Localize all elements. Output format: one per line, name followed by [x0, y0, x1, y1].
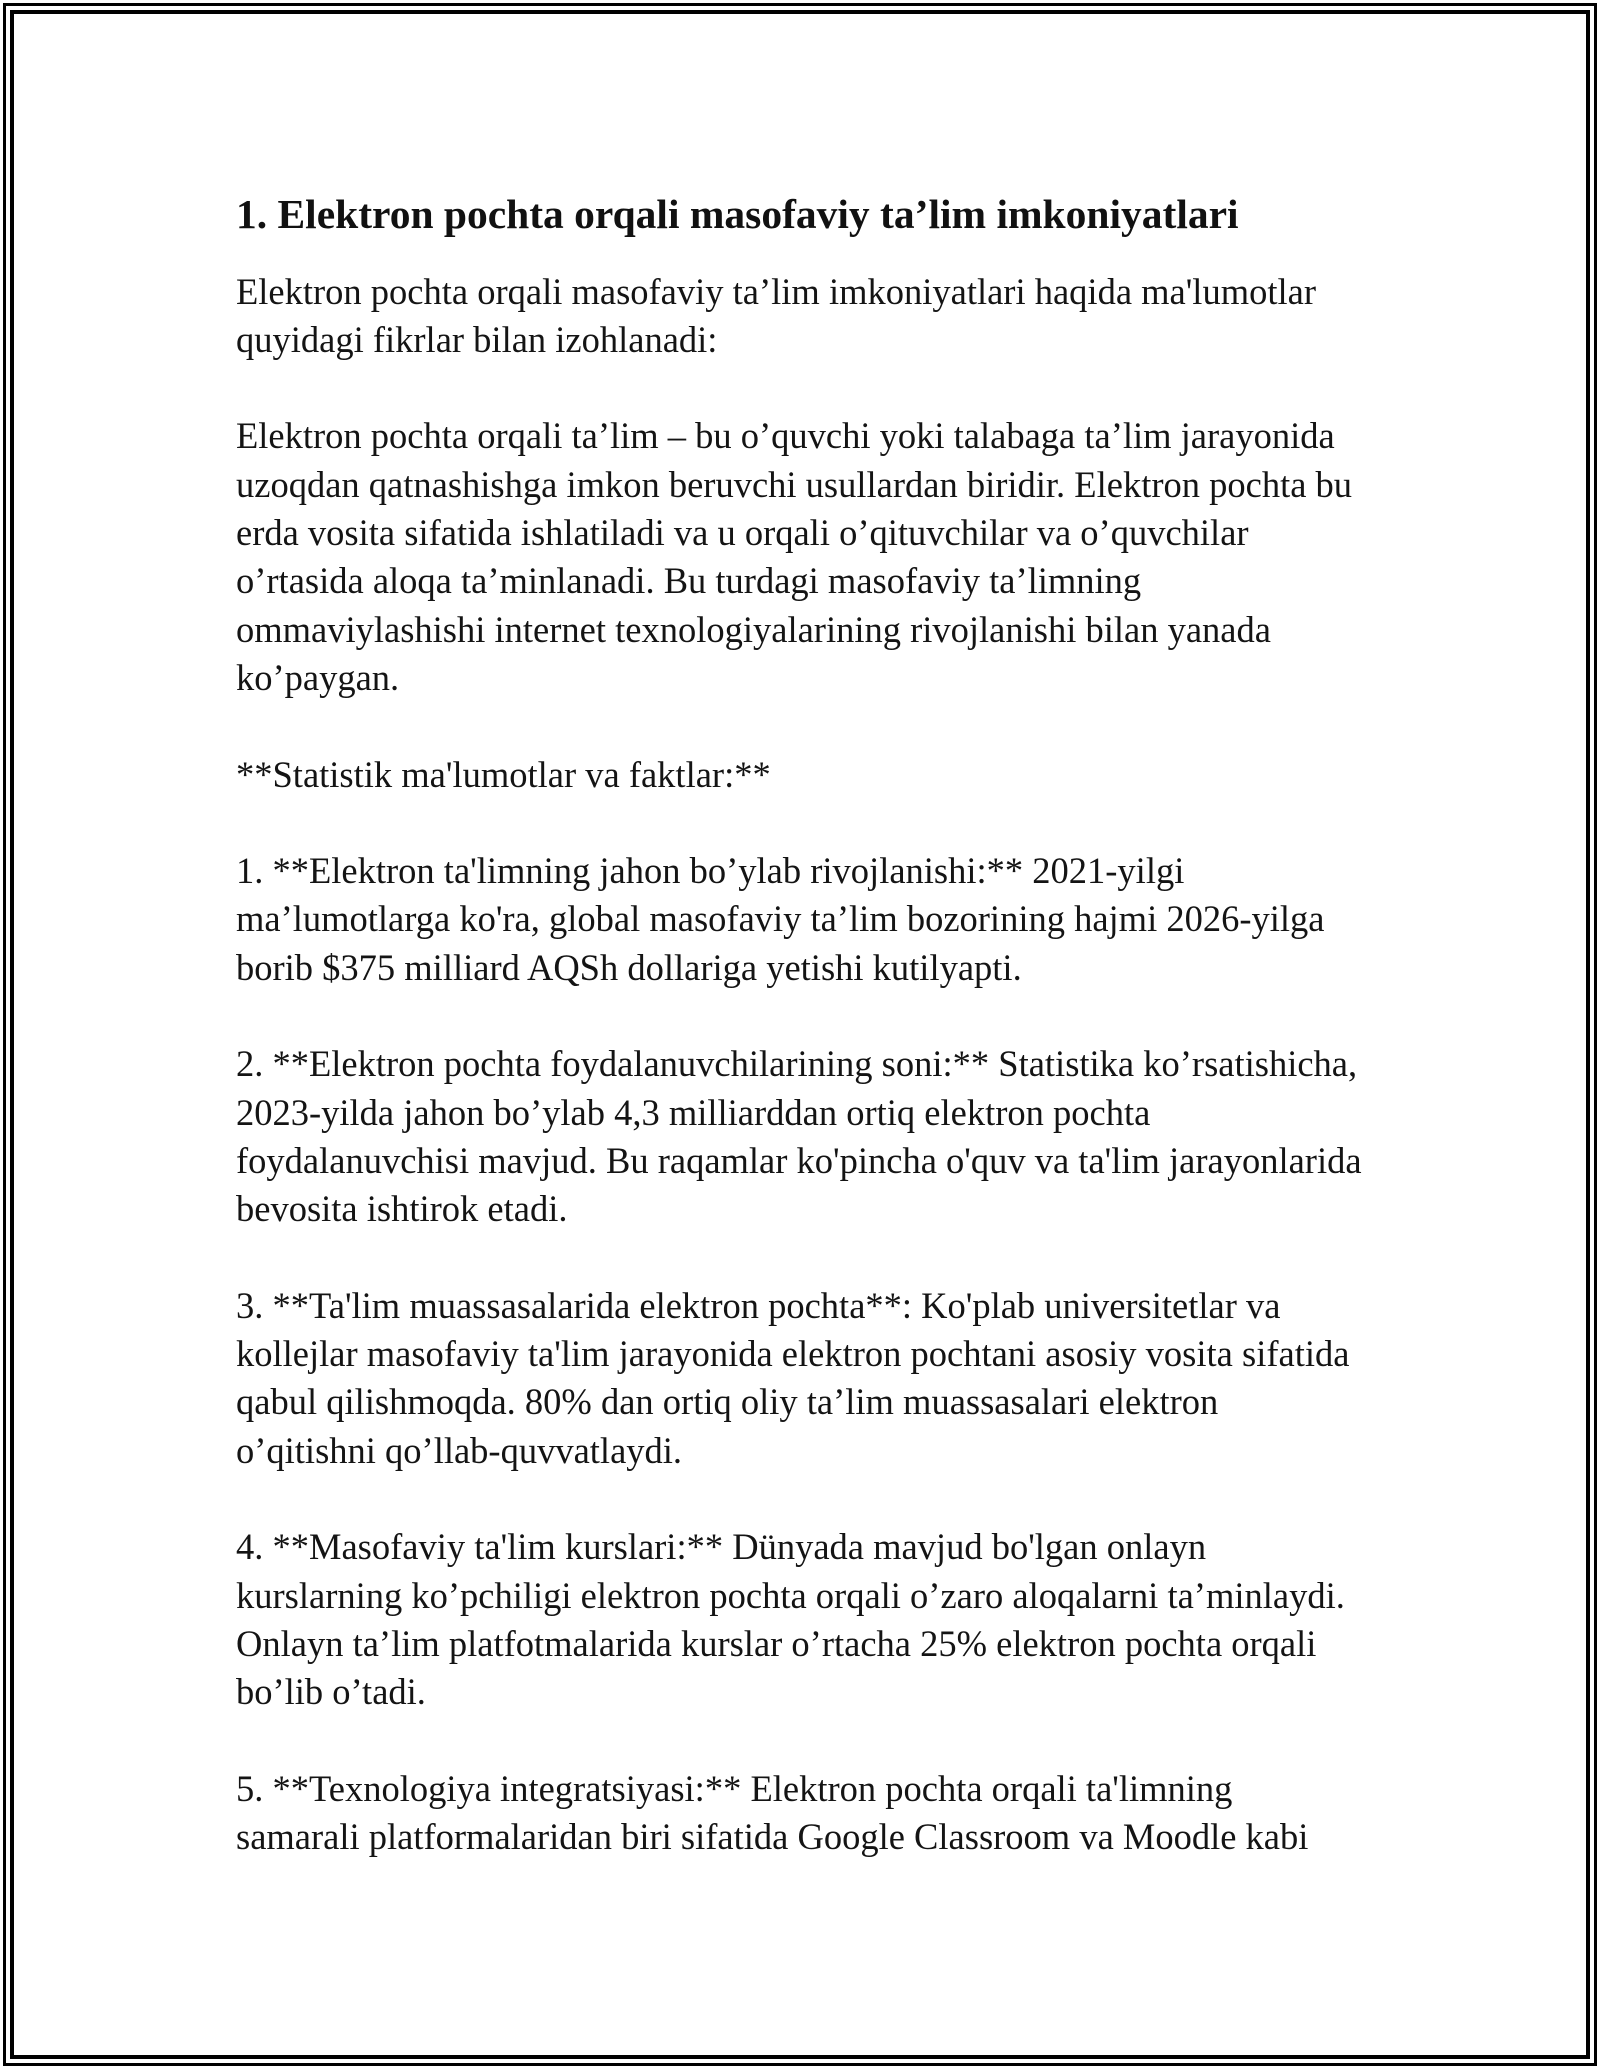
text-line: bo’lib o’tadi. — [236, 1671, 426, 1713]
text-line: kurslarning ko’pchiligi elektron pochta orqali o’zaro aloqalarni ta’minlaydi. — [236, 1574, 1345, 1616]
text-line: o’rtasida aloqa ta’minlanadi. Bu turdagi masofaviy ta’limning — [236, 560, 1142, 602]
text-line: Onlayn ta’lim platfotmalarida kurslar o’rtacha 25% elektron pochta orqali — [236, 1622, 1317, 1664]
text-line: 3. **Ta'lim muassasalarida elektron pochta**: Ko'plab universitetlar va — [236, 1284, 1281, 1326]
list-item-1 — [236, 847, 1436, 992]
text-line: samarali platformalaridan biri sifatida Google Classroom va Moodle kabi — [236, 1816, 1309, 1858]
list-item-2 — [236, 1040, 1436, 1233]
stats-heading — [236, 751, 1436, 799]
text-line: ma’lumotlarga ko'ra, global masofaviy ta’lim bozorining hajmi 2026-yilga — [236, 898, 1325, 940]
text-line: Elektron pochta orqali masofaviy ta’lim imkoniyatlari haqida ma'lumotlar — [236, 270, 1316, 312]
text-line: quyidagi fikrlar bilan izohlanadi: — [236, 318, 718, 360]
text-line: erda vosita sifatida ishlatiladi va u orqali o’qituvchilar va o’quvchilar — [236, 512, 1249, 554]
text-line: 5. **Texnologiya integratsiyasi:** Elektron pochta orqali ta'limning — [236, 1767, 1233, 1809]
definition-paragraph — [236, 412, 1436, 702]
text-line: 2023-yilda jahon bo’ylab 4,3 milliarddan ortiq elektron pochta — [236, 1091, 1151, 1133]
text-line: uzoqdan qatnashishga imkon beruvchi usullardan biridir. Elektron pochta bu — [236, 463, 1353, 505]
text-line: foydalanuvchisi mavjud. Bu raqamlar ko'pincha o'quv va ta'lim jarayonlarida — [236, 1139, 1362, 1181]
text-line: Elektron pochta orqali ta’lim – bu o’quvchi yoki talabaga ta’lim jarayonida — [236, 415, 1335, 457]
text-line: 2. **Elektron pochta foydalanuvchilarining soni:** Statistika ko’rsatishicha, — [236, 1043, 1358, 1085]
text-line: **Statistik ma'lumotlar va faktlar:** — [236, 753, 771, 795]
list-item-5 — [236, 1765, 1436, 1862]
intro-paragraph — [236, 268, 1436, 365]
text-line: ommaviylashishi internet texnologiyalarining rivojlanishi bilan yanada — [236, 608, 1271, 650]
text-line: o’qitishni qo’llab-quvvatlaydi. — [236, 1429, 683, 1471]
text-line: qabul qilishmoqda. 80% dan ortiq oliy ta’lim muassasalari elektron — [236, 1381, 1219, 1423]
text-line: kollejlar masofaviy ta'lim jarayonida elektron pochtani asosiy vosita sifatida — [236, 1333, 1350, 1375]
text-line: 4. **Masofaviy ta'lim kurslari:** Dünyada mavjud bo'lgan onlayn — [236, 1526, 1207, 1568]
text-line: bevosita ishtirok etadi. — [236, 1188, 568, 1230]
text-line: ko’paygan. — [236, 656, 400, 698]
list-item-4 — [236, 1523, 1436, 1716]
text-line: borib $375 milliard AQSh dollariga yetishi kutilyapti. — [236, 946, 1022, 988]
document-content — [236, 189, 1436, 1910]
text-line: 1. **Elektron ta'limning jahon bo’ylab rivojlanishi:** 2021-yilgi — [236, 850, 1185, 892]
list-item-3 — [236, 1282, 1436, 1475]
section-heading: 1. Elektron pochta orqali masofaviy ta’lim imkoniyatlari — [236, 191, 1239, 237]
